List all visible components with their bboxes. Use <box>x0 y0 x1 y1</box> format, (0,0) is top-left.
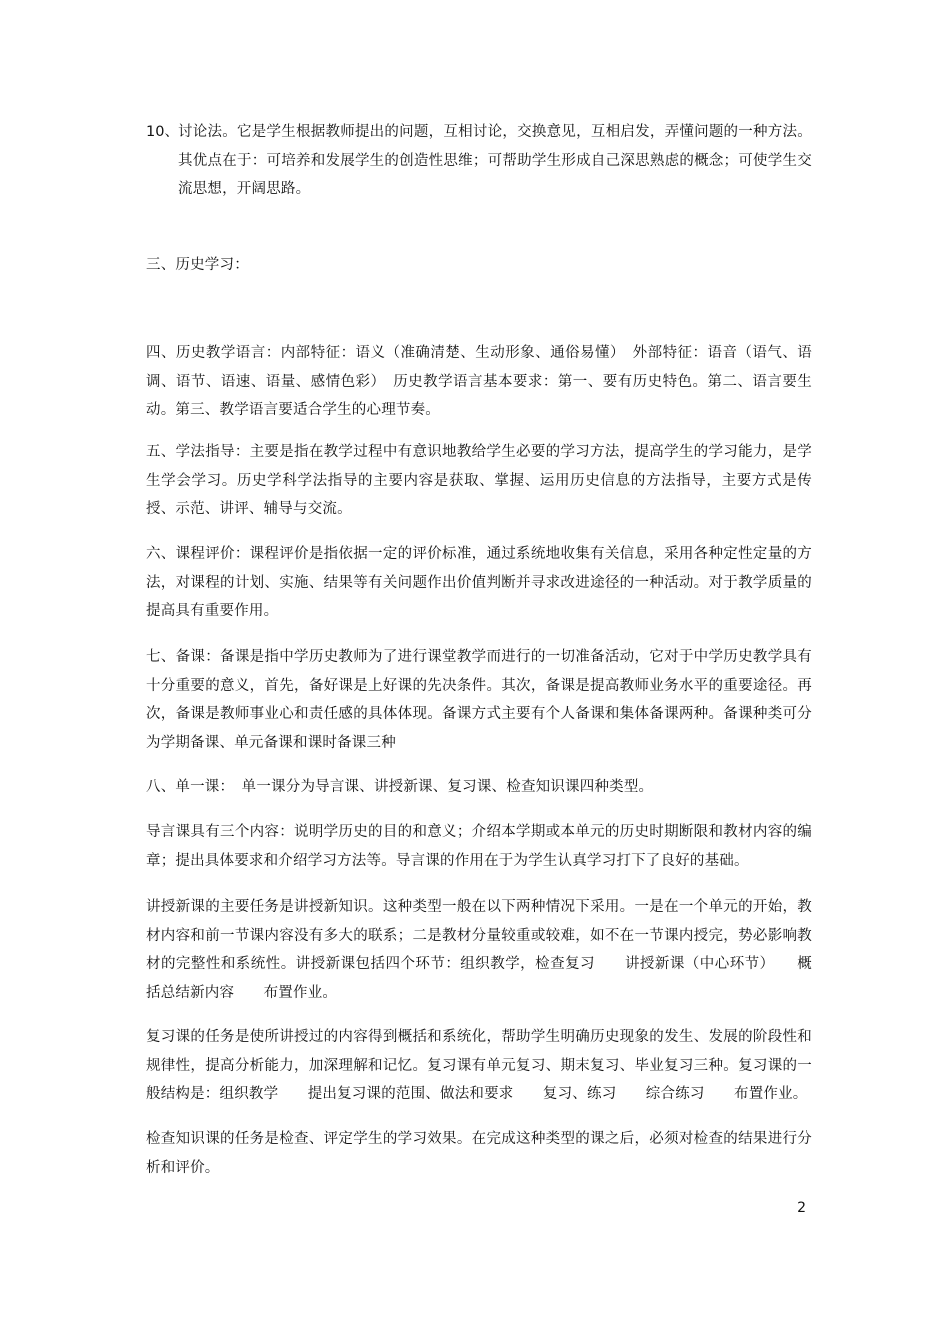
lesson-prep-paragraph: 七、备课：备课是指中学历史教师为了进行课堂教学而进行的一切准备活动，它对于中学历史教学具有十分重要的意义，首先，备好课是上好课的先决条件。其次，备课是提高教师业务水平的重要途径。再次，备课是教师事业心和责任感的具体体现。备课方式主要有个人备课和集体备课两种。备课种类可分为学期备课、单元备课和课时备课三种 <box>146 649 812 751</box>
item-number: 10、 <box>146 124 179 140</box>
history-learning-heading: 三、历史学习： <box>146 257 249 273</box>
intro-lesson-paragraph: 导言课具有三个内容：说明学历史的目的和意义；介绍本学期或本单元的历史时期断限和教材内容的编章；提出具体要求和介绍学习方法等。导言课的作用在于为学生认真学习打下了良好的基础。 <box>146 824 812 869</box>
discussion-method-paragraph: 讨论法。它是学生根据教师提出的问题，互相讨论，交换意见，互相启发，弄懂问题的一种方法。其优点在于：可培养和发展学生的创造性思维；可帮助学生形成自己深思熟虑的概念；可使学生交流思想，开阔思路。 <box>178 124 812 197</box>
course-evaluation-paragraph: 六、课程评价：课程评价是指依据一定的评价标准，通过系统地收集有关信息，采用各种定性定量的方法，对课程的计划、实施、结果等有关问题作出价值判断并寻求改进途径的一种活动。对于教学质量的提高具有重要作用。 <box>146 546 812 619</box>
check-lesson-paragraph: 检查知识课的任务是检查、评定学生的学习效果。在完成这种类型的课之后，必须对检查的结果进行分析和评价。 <box>146 1131 812 1176</box>
single-lesson-paragraph: 八、单一课： 单一课分为导言课、讲授新课、复习课、检查知识课四种类型。 <box>146 779 654 795</box>
teaching-language-paragraph: 四、历史教学语言：内部特征：语义（准确清楚、生动形象、通俗易懂） 外部特征：语音（语气、语调、语节、语速、语量、感情色彩） 历史教学语言基本要求：第一、要有历史特色。第二、语言要生动。第三、教学语言要适合学生的心理节奏。 <box>146 345 812 418</box>
review-lesson-paragraph: 复习课的任务是使所讲授过的内容得到概括和系统化，帮助学生明确历史现象的发生、发展的阶段性和规律性，提高分析能力，加深理解和记忆。复习课有单元复习、期末复习、毕业复习三种。复习课的一般结构是：组织教学 提出复习课的范围、做法和要求 复习、练习 综合练习 布置作业。 <box>146 1029 812 1102</box>
new-lesson-paragraph: 讲授新课的主要任务是讲授新知识。这种类型一般在以下两种情况下采用。一是在一个单元的开始，教材内容和前一节课内容没有多大的联系；二是教材分量较重或较难，如不在一节课内授完，势必影响教材的完整性和系统性。讲授新课包括四个环节：组织教学，检查复习 讲授新课（中心环节） 概括总结新内容 布置作业。 <box>146 899 812 1001</box>
page-number: 2 <box>797 1200 806 1216</box>
study-guidance-paragraph: 五、学法指导：主要是指在教学过程中有意识地教给学生必要的学习方法，提高学生的学习能力，是学生学会学习。历史学科学法指导的主要内容是获取、掌握、运用历史信息的方法指导，主要方式是传授、示范、讲评、辅导与交流。 <box>146 444 812 517</box>
